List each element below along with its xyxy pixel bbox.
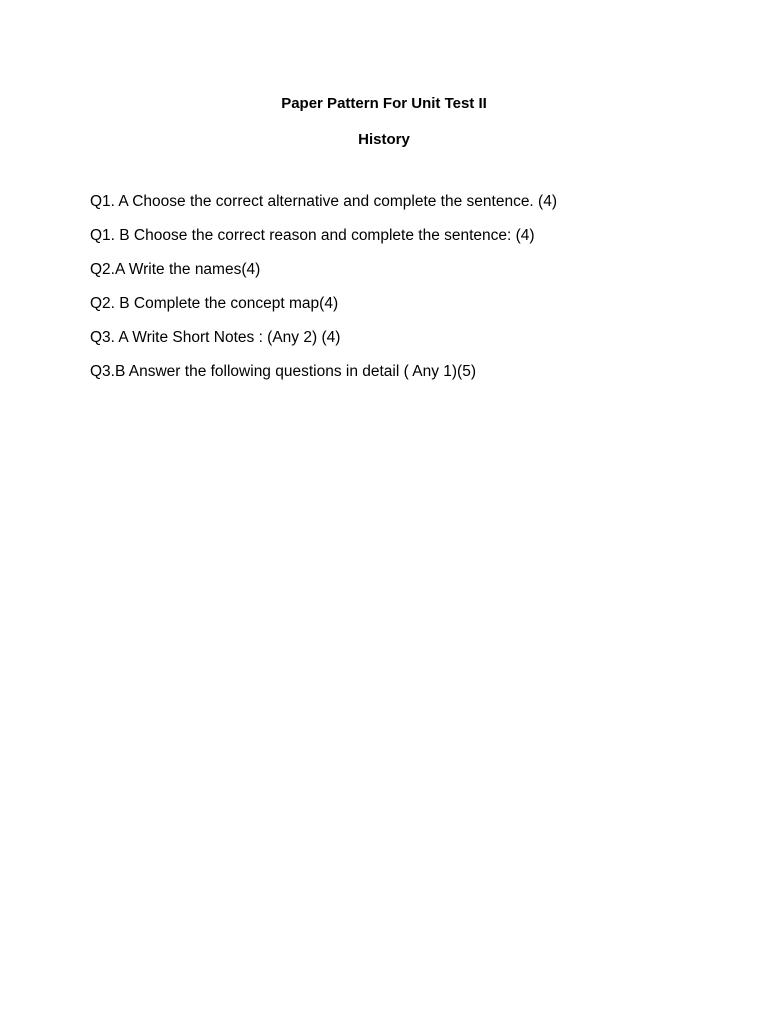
question-item: Q1. A Choose the correct alternative and complete the sentence. (4) — [90, 193, 557, 210]
question-list — [90, 192, 730, 396]
subject-heading: History — [358, 131, 410, 148]
question-item: Q2.A Write the names(4) — [90, 261, 261, 278]
question-item: Q3. A Write Short Notes : (Any 2) (4) — [90, 329, 341, 346]
question-item: Q3.B Answer the following questions in detail ( Any 1)(5) — [90, 363, 476, 380]
question-item: Q1. B Choose the correct reason and complete the sentence: (4) — [90, 227, 535, 244]
question-item: Q2. B Complete the concept map(4) — [90, 295, 339, 312]
document-title: Paper Pattern For Unit Test II — [281, 95, 487, 112]
